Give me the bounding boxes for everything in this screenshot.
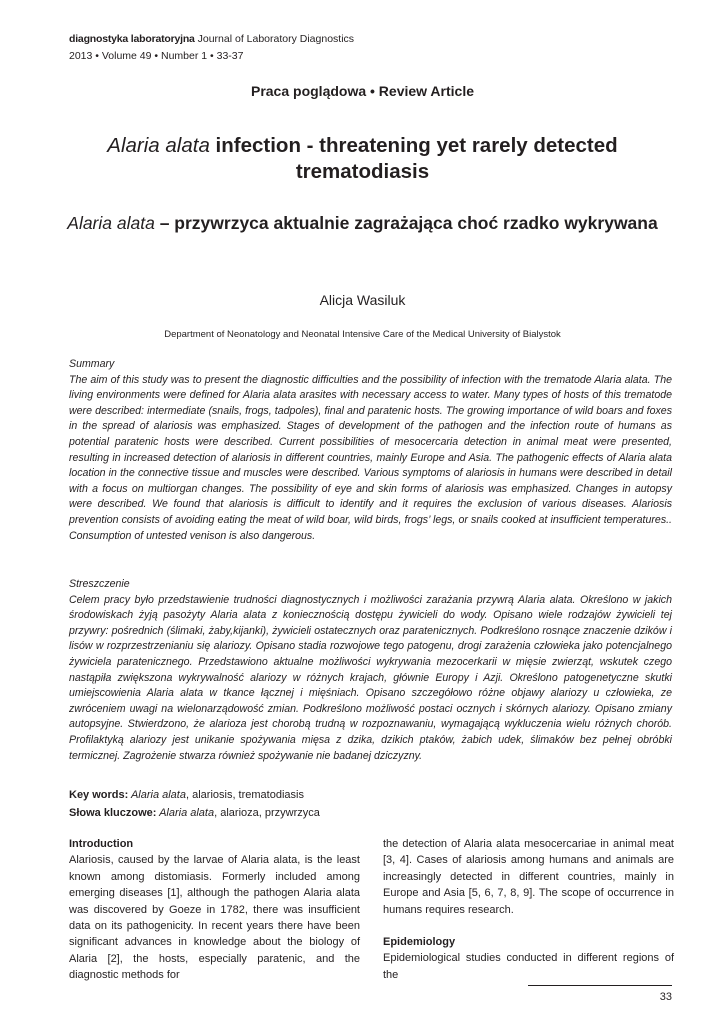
keywords-english-label: Key words: [69, 789, 129, 801]
introduction-text-left: Alariosis, caused by the larvae of Alaria alata, is the least known among distomiasis. Formerly included among emerging diseases [1], although the pathogen Alaria alata was discovered by Goeze in 1782, there was insufficient data on its pathogenicity. In recent years there have been significant advances in knowledge about the biology of Alaria [2], the hosts, especially paratenic, and the diagnostic methods for [69, 854, 360, 982]
title-english [60, 133, 665, 185]
epidemiology-text: Epidemiological studies conducted in different regions of the [383, 952, 674, 981]
column-right [383, 836, 674, 983]
title-polish-species: Alaria alata [67, 213, 155, 233]
keywords-polish [69, 804, 320, 822]
summary-section [69, 357, 672, 544]
streszczenie-section [69, 577, 672, 764]
author: Alicja Wasiluk [319, 292, 406, 308]
title-polish [60, 211, 665, 235]
introduction-text-right: the detection of Alaria alata mesocercariae in animal meat [3, 4]. Cases of alariosis among humans and animals are increasingly detected in different countries, mainly in Europe and Asia [5, 6, 7, 8, 9]. The scope of occurrence in humans requires research. [383, 838, 674, 916]
streszczenie-body: Celem pracy było przedstawienie trudności diagnostycznych i możliwości zarażania przywrą Alaria alata. Określono w jakich środowiskach żyją pasożyty Alaria alata z koniecznością dostępu żywicieli do wody. Opisano wiele rodzajów żywicieli tej przywry: pośrednich (ślimaki, żaby,kijanki), żywicieli ostatecznych oraz paratenicznych. Podkreślono rosnące znaczenie dzików i lisów w rozprzestrzenianiu się alariozy. Opisano stadia rozwojowe tego patogenu, drogi zarażenia człowieka jako potencjalnego żywiciela paratenicznego. Przedstawiono aktualne możliwości wykrywania mezocerkarii w mięsie zwierząt, wskutek czego nastąpiła zwiększona wykrywalność alariozy w różnych krajach, głównie Europy i Azji. Określono patogenetyczne skutki umiejscowienia Alaria alata w tkance łącznej i mięśniach. Opisano szczegółowo różne objawy alariozy u człowieka, ze zwróceniem uwagi na wielonarządowość zmian. Podkreślono możliwość postaci ocznych i skórnych alariozy. Opisano zmiany autopsyjne. Stwierdzono, że alarioza jest chorobą trudną w rozpoznawaniu, wymagającą wykluczenia wielu różnych chorób. Profilaktyką alariozy jest unikanie spożywania mięsa z dzika, dzikich ptaków, żabich udek, ślimaków bez pełnej obróbki termicznej. Zagrożenie stwarza również spożywanie nie badanej dziczyzny. [69, 593, 672, 762]
paragraph-gap [383, 918, 674, 934]
epidemiology-heading: Epidemiology [383, 936, 456, 949]
issue-info: 2013 • Volume 49 • Number 1 • 33-37 [69, 50, 244, 62]
page-number: 33 [659, 991, 672, 1003]
article-type: Praca poglądowa • Review Article [250, 83, 474, 99]
keywords-block [69, 786, 320, 822]
summary-body: The aim of this study was to present the diagnostic difficulties and the possibility of infection with the trematode Alaria alata. The living environments were defined for Alaria alata arasites with necessary access to water. Many types of hosts of this trematode were described: intermediate (snails, frogs, tadpoles), final and paratenic hosts. The growing importance of wild boars and foxes in the spread of alariosis was emphasized. Stages of development of the pathogen and the infection route of humans as potential paratenic hosts were described. Current possibilities of mesocercaria detection in animal meat were presented, resulting in increased detection of alariosis in different countries, mainly Europe and Asia. The pathogenic effects of Alaria alata location in the connective tissue and muscles were described. Various symptoms of alariosis in humans were described in detail with a focus on multiorgan changes. The possibility of eye and skin forms of alariosis was emphasized. Changes in autopsy were described. We found that alariosis is difficult to identify and it requires the exclusion of various diseases. Alariosis prevention consists of avoiding eating the meat of wild boar, wild birds, frogs’ legs, or snails cooked at insufficient temperatures.. Consumption of untested venison is also dangerous. [69, 373, 672, 542]
journal-name-en: Journal of Laboratory Diagnostics [194, 33, 355, 45]
affiliation: Department of Neonatology and Neonatal Intensive Care of the Medical University of Bialystok [164, 329, 561, 340]
title-english-species: Alaria alata [107, 134, 210, 157]
streszczenie-heading: Streszczenie [69, 578, 130, 590]
keywords-english-terms: , alariosis, trematodiasis [185, 789, 304, 801]
keywords-polish-label: Słowa kluczowe: [69, 807, 157, 819]
column-left [69, 836, 360, 984]
summary-heading: Summary [69, 358, 115, 370]
introduction-heading: Introduction [69, 838, 134, 850]
keywords-polish-terms: , alarioza, przywrzyca [214, 807, 320, 819]
keywords-english-species: Alaria alata [128, 789, 186, 801]
journal-header [69, 31, 354, 65]
keywords-english [69, 786, 320, 804]
title-english-rest: infection - threatening yet rarely detected trematodiasis [209, 134, 618, 183]
footer-rule [528, 985, 672, 986]
journal-name-pl: diagnostyka laboratoryjna [69, 33, 195, 45]
keywords-polish-species: Alaria alata [156, 807, 215, 819]
journal-name [69, 31, 354, 48]
title-polish-rest: – przywrzyca aktualnie zagrażająca choć rzadko wykrywana [154, 213, 658, 233]
